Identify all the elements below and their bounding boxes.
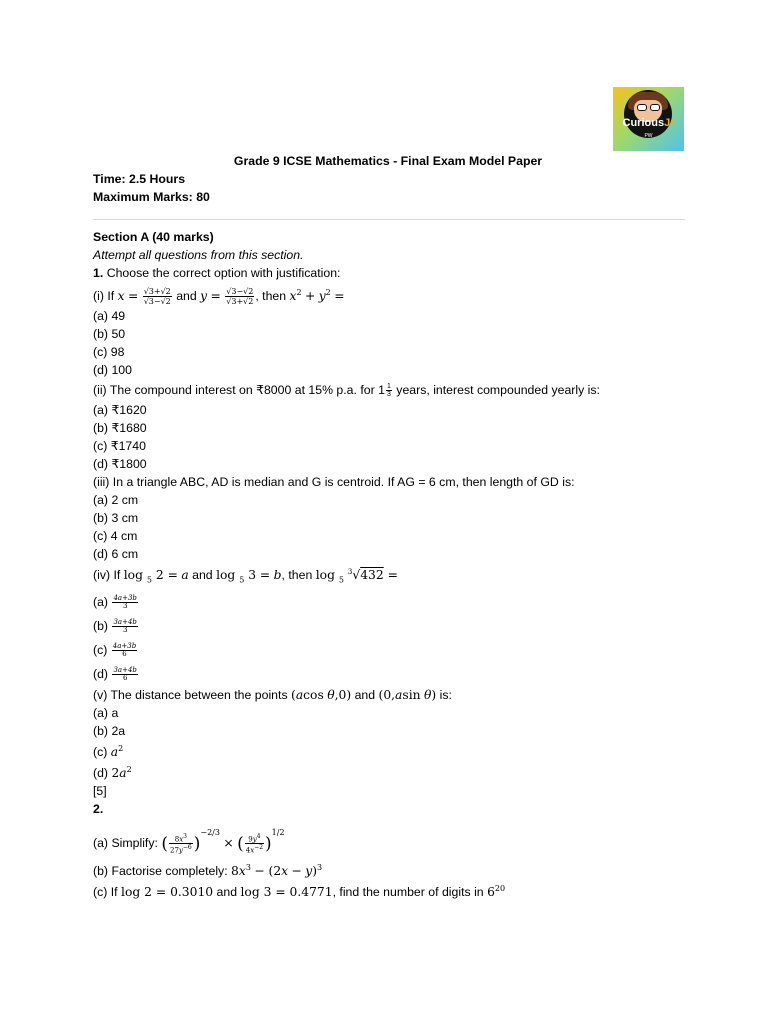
divider <box>93 219 685 220</box>
q1-v-option-a: (a) a <box>93 705 119 720</box>
q1-ii-option-c: (c) ₹1740 <box>93 439 146 454</box>
q1-ii-option-d: (d) ₹1800 <box>93 457 147 472</box>
q1-v-option-d: (d) $2a^2$ <box>93 764 132 780</box>
q1-ii-stem: (ii) The compound interest on ₹8000 at 15% p.a. for 1 $\frac{1}{3}$ years, interest compounded yearly is: <box>93 383 600 399</box>
exam-paper <box>93 152 693 901</box>
fraction-one-third: $\frac{1}{3}$ <box>386 383 391 399</box>
q1-i-option-b: (b) 50 <box>93 327 126 342</box>
question-1-prompt: 1. Choose the correct option with justification: <box>93 266 341 280</box>
q1-iv-option-c: (c) $\frac{4a+3b}{6}$ <box>93 641 137 658</box>
q1-v-stem: (v) The distance between the points (acos θ,0) and (0,asin θ) is: <box>93 687 452 702</box>
q1-iv-option-a: (a) $\frac{4a+3b}{3}$ <box>93 593 137 610</box>
q2-c: (c) If log 2 = 0.3010 and log 3 = 0.4771, find the number of digits in $6^{20}$ <box>93 883 506 899</box>
curious-jr-logo <box>613 87 684 151</box>
q1-i-stem: (i) If x = $\frac{√3+√2}{√3-√2}$ and y = $\frac{√3-√2}{√3+√2}$ , then $x^2 + y^2$ = <box>93 287 345 307</box>
q1-iii-option-c: (c) 4 cm <box>93 529 138 544</box>
q1-iii-option-d: (d) 6 cm <box>93 547 139 562</box>
exam-max-marks: Maximum Marks: 80 <box>93 190 210 204</box>
logo-sub: PW <box>644 133 653 139</box>
q1-i-option-a: (a) 49 <box>93 309 126 324</box>
q1-ii-option-b: (b) ₹1680 <box>93 421 147 436</box>
q1-ii-option-a: (a) ₹1620 <box>93 403 147 418</box>
q2-b: (b) Factorise completely: $8x^3 - (2x - y)^3$ <box>93 862 323 878</box>
exam-time: Time: 2.5 Hours <box>93 172 186 186</box>
section-heading: Section A (40 marks) <box>93 230 214 244</box>
section-instruction: Attempt all questions from this section. <box>93 248 304 262</box>
q2-a: (a) Simplify: ( $\frac{8x^3}{27y^{-6}}$ )$^{-2/3}$ × ( $\frac{9y^4}{4x^{-2}}$ )$^{1/2}$ <box>93 827 285 855</box>
q1-iii-stem: (iii) In a triangle ABC, AD is median and G is centroid. If AG = 6 cm, then length of GD is: <box>93 475 575 490</box>
logo-wordmark: CuriousJr <box>622 117 675 129</box>
q1-iv-option-b: (b) $\frac{3a+4b}{3}$ <box>93 617 137 634</box>
q1-v-option-c: (c) $a^2$ <box>93 743 124 759</box>
q1-iv-option-d: (d) $\frac{3a+4b}{6}$ <box>93 665 137 682</box>
q1-i-option-d: (d) 100 <box>93 363 132 378</box>
page-title: Grade 9 ICSE Mathematics - Final Exam Model Paper <box>233 154 543 168</box>
q1-i-option-c: (c) 98 <box>93 345 125 360</box>
q1-iii-option-b: (b) 3 cm <box>93 511 139 526</box>
fraction-y: $\frac{√3-√2}{√3+√2}$ <box>226 287 254 307</box>
q1-iv-stem: (iv) If log $_5$ 2 = a and log $_5$ 3 = b, then log $_5$ $^3$√432 = <box>93 568 398 585</box>
q1-marks: [5] <box>93 783 107 798</box>
logo-glasses-icon <box>635 104 663 112</box>
q1-iii-option-a: (a) 2 cm <box>93 493 139 508</box>
question-2-number: 2. <box>93 801 104 816</box>
fraction-x: $\frac{√3+√2}{√3-√2}$ <box>143 287 171 307</box>
q1-v-option-b: (b) 2a <box>93 723 126 738</box>
